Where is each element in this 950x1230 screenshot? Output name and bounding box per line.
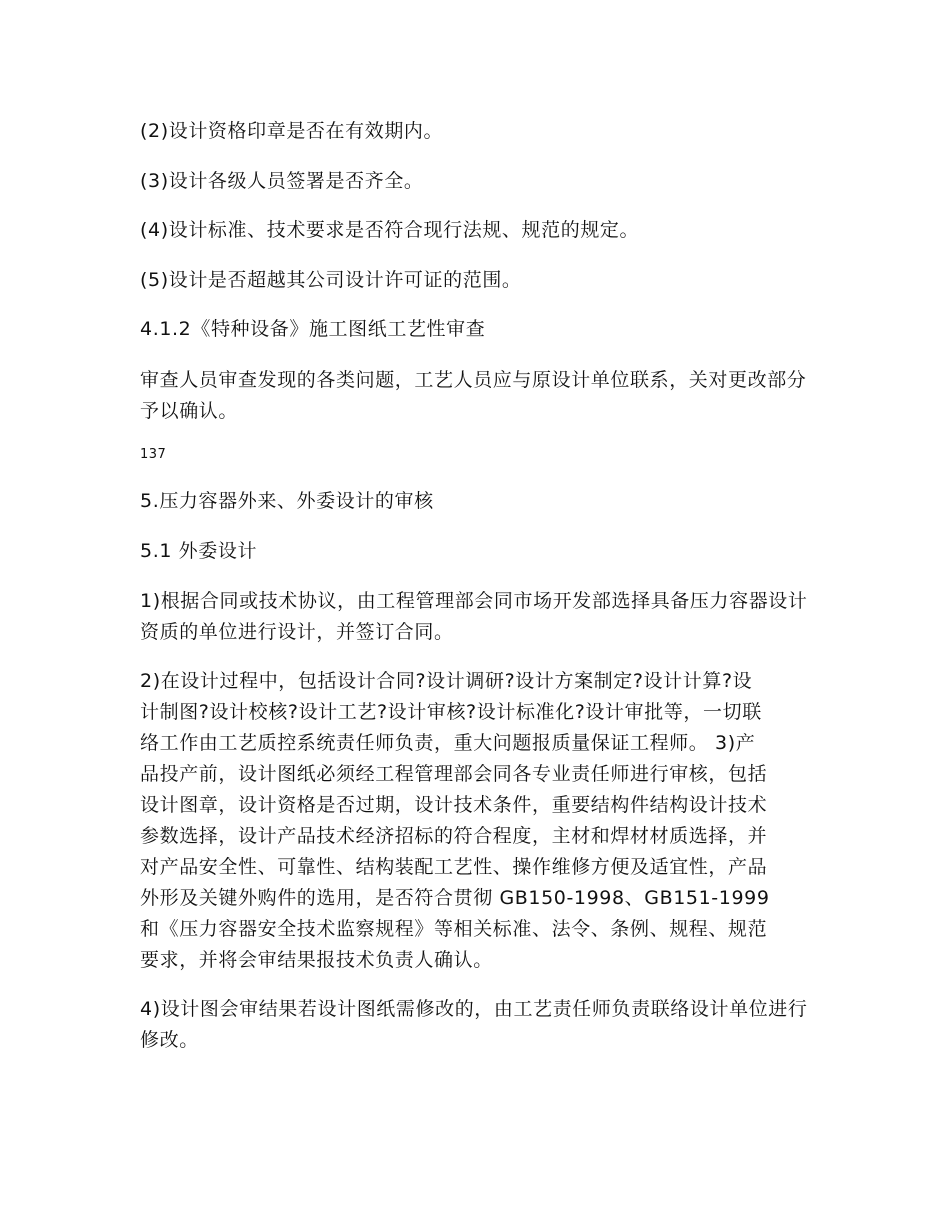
paragraph-2-line: 外形及关键外购件的选用，是否符合贯彻 GB150-1998、GB151-1999 (140, 887, 770, 909)
paragraph-1: 1)根据合同或技术协议，由工程管理部会同市场开发部选择具备压力容器设计资质的单位进行设计，并签订合同。 (140, 590, 808, 643)
paragraph-2-line: 对产品安全性、可靠性、结构装配工艺性、操作维修方便及适宜性，产品 (140, 856, 768, 878)
paragraph-2-line: 和《压力容器安全技术监察规程》等相关标准、法令、条例、规程、规范 (140, 918, 768, 940)
section-heading-5: 5.压力容器外来、外委设计的审核 (140, 490, 434, 512)
paragraph-4-1-2: 审查人员审查发现的各类问题，工艺人员应与原设计单位联系，关对更改部分予以确认。 (140, 369, 807, 422)
paragraph-2-line: 络工作由工艺质控系统责任师负责，重大问题报质量保证工程师。 3)产 (140, 732, 756, 754)
paragraph-2 (140, 666, 812, 976)
paragraph-2-line: 参数选择，设计产品技术经济招标的符合程度，主材和焊材材质选择，并 (140, 825, 768, 847)
item-standards: (4)设计标准、技术要求是否符合现行法规、规范的规定。 (140, 219, 640, 241)
page-number: 137 (140, 447, 167, 462)
section-heading-5-1: 5.1 外委设计 (140, 540, 258, 562)
paragraph-2-line: 品投产前，设计图纸必须经工程管理部会同各专业责任师进行审核，包括 (140, 763, 768, 785)
item-design-seal: (2)设计资格印章是否在有效期内。 (140, 120, 444, 142)
paragraph-2-line: 要求，并将会审结果报技术负责人确认。 (140, 949, 493, 971)
paragraph-2-line: 2)在设计过程中，包括设计合同?设计调研?设计方案制定?设计计算?设 (140, 670, 753, 692)
paragraph-2-line: 设计图章，设计资格是否过期，设计技术条件，重要结构件结构设计技术 (140, 794, 768, 816)
paragraph-4: 4)设计图会审结果若设计图纸需修改的，由工艺责任师负责联络设计单位进行修改。 (140, 998, 808, 1051)
section-heading-4-1-2: 4.1.2《特种设备》施工图纸工艺性审查 (140, 318, 486, 340)
item-license-scope: (5)设计是否超越其公司设计许可证的范围。 (140, 269, 522, 291)
item-signatures: (3)设计各级人员签署是否齐全。 (140, 170, 424, 192)
paragraph-2-line: 计制图?设计校核?设计工艺?设计审核?设计标准化?设计审批等，一切联 (140, 701, 762, 723)
